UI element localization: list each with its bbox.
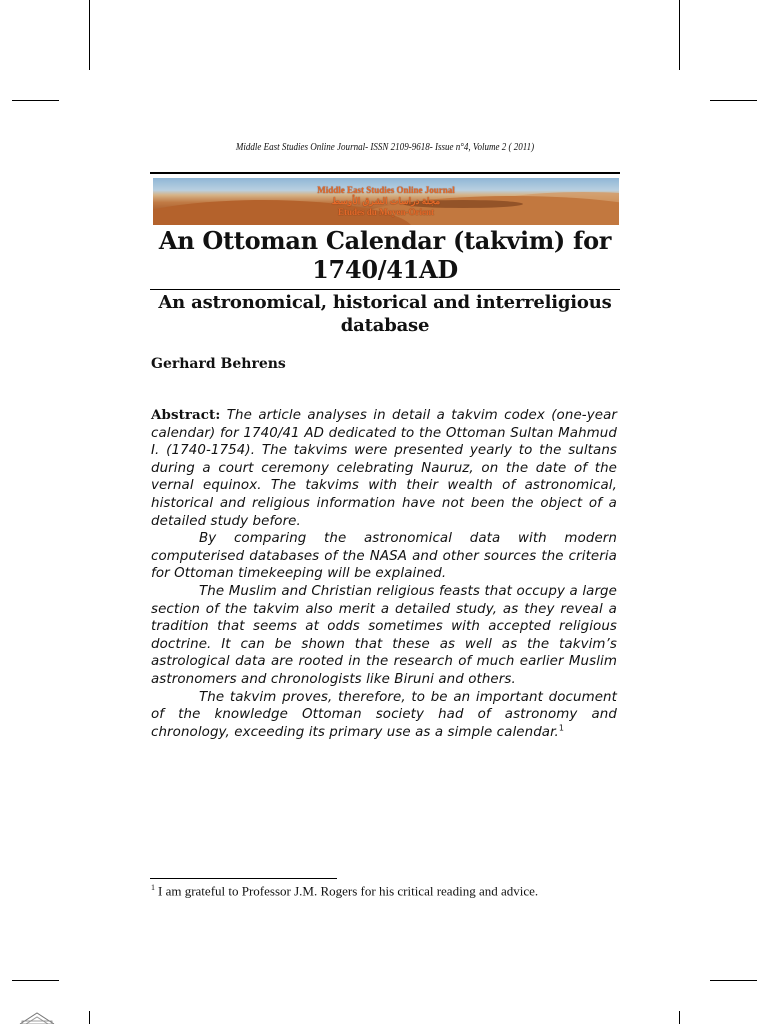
crop-mark-top-right [679, 0, 680, 70]
journal-running-head: Middle East Studies Online Journal- ISSN 2109-9618- Issue n°4, Volume 2 ( 2011) [235, 141, 535, 153]
crop-mark-left-upper [12, 100, 59, 101]
footnote-text: I am grateful to Professor J.M. Rogers for his critical reading and advice. [158, 883, 539, 899]
header-rule [150, 172, 620, 174]
abstract [151, 407, 617, 741]
abstract-label: Abstract [151, 407, 216, 423]
footnote-marker: 1 [151, 883, 155, 892]
crop-mark-left-lower [12, 980, 59, 981]
crop-mark-bottom-left [89, 1011, 90, 1024]
title-rule [150, 289, 620, 290]
abstract-text: The takvim proves, therefore, to be an important document of the knowledge Ottoman society had of astronomy and chronology, exceeding its primary use as a simple calendar. [151, 689, 617, 740]
abstract-paragraph: By comparing the astronomical data with modern computerised databases of the NASA and other sources the criteria for Ottoman timekeeping will be explained. [151, 531, 617, 582]
abstract-paragraph [151, 689, 617, 742]
publisher-logo-icon [18, 1010, 56, 1024]
abstract-paragraph [151, 407, 617, 530]
banner-journal-name-en: Middle East Studies Online Journal [317, 185, 455, 195]
banner-journal-name-fr: Etudes du Moyen-Orient [337, 207, 434, 217]
crop-mark-bottom-right [679, 1011, 680, 1024]
article-subtitle: An astronomical, historical and interreligious database [158, 292, 612, 336]
journal-banner [153, 178, 619, 225]
crop-mark-right-lower [710, 980, 757, 981]
footnote-reference[interactable]: 1 [558, 723, 565, 733]
author-name: Gerhard Behrens [151, 356, 286, 372]
footnote-separator [150, 878, 337, 879]
abstract-paragraph: The Muslim and Christian religious feasts that occupy a large section of the takvim also merit a detailed study, as they reveal a tradition that seems at odds sometimes with accepted religious doctrine. It can be shown that these as well as the takvim’s astrological data are rooted in the research of much earlier Muslim astronomers and chronologists like Biruni and others. [151, 583, 617, 687]
abstract-text: The article analyses in detail a takvim codex (one-year calendar) for 1740/41 AD dedicated to the Ottoman Sultan Mahmud I. (1740-1754). The takvims were presented yearly to the sultans during a court ceremony celebrating Nauruz, on the date of the vernal equinox. The takvims with their wealth of astronomical, historical and religious information have not been the object of a detailed study before. [151, 408, 617, 529]
footnote [151, 883, 538, 899]
abstract-label-colon: : [215, 407, 221, 423]
banner-journal-name-ar: مجلة دراسات الشرق الأوسط [331, 196, 441, 206]
article-title: An Ottoman Calendar (takvim) for 1740/41AD [158, 226, 612, 284]
crop-mark-right-upper [710, 100, 757, 101]
crop-mark-top-left [89, 0, 90, 70]
